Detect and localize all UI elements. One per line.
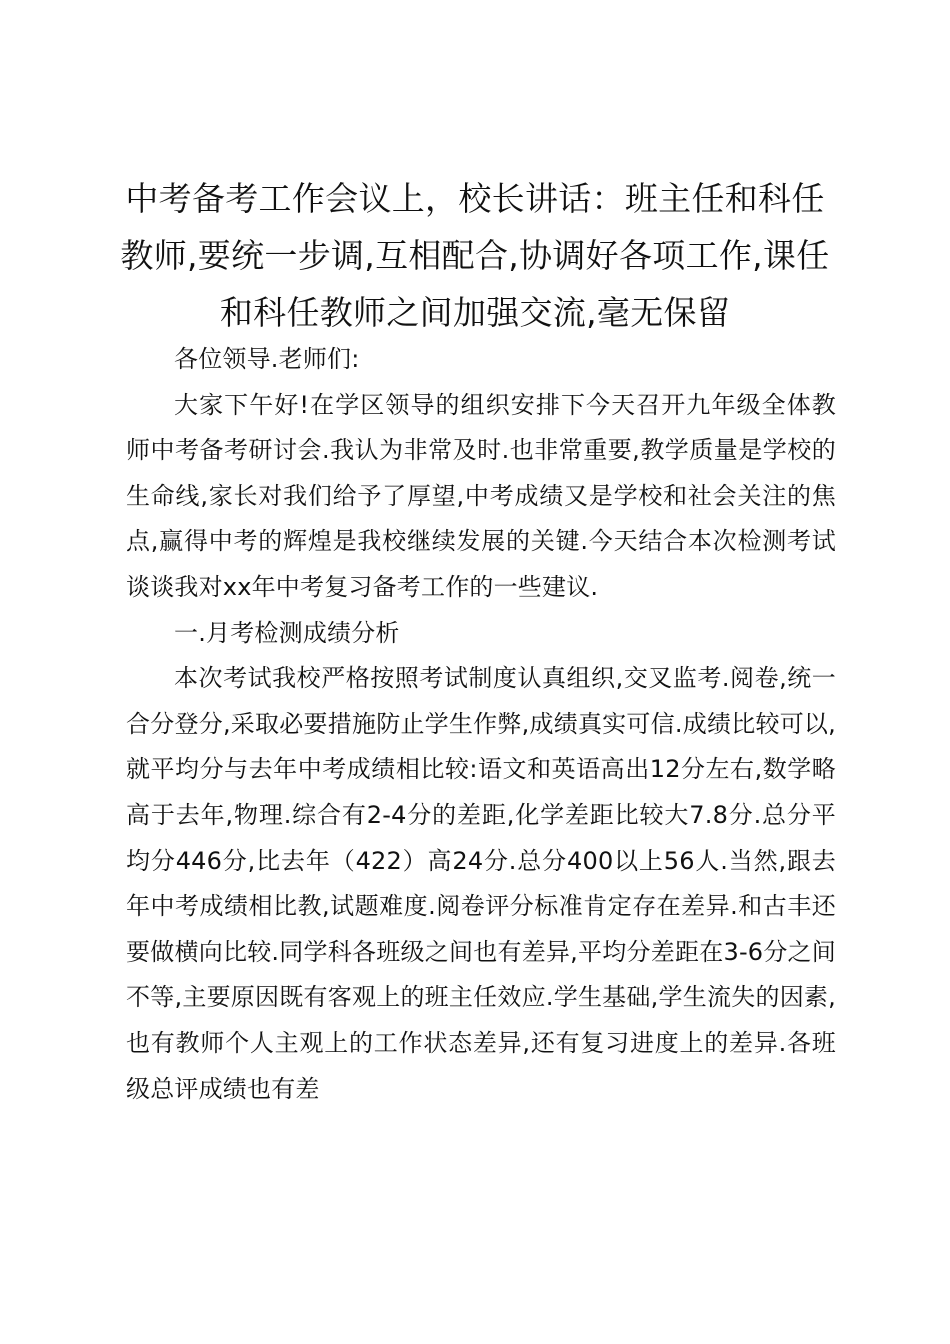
analysis-paragraph: 本次考试我校严格按照考试制度认真组织,交叉监考.阅卷,统一合分登分,采取必要措施防止学生作弊,成绩真实可信.成绩比较可以,就平均分与去年中考成绩相比较:语文和英语高出12分左右,数学略高于去年,物理.综合有2-4分的差距,化学差距比较大7.8分.总分平均分446分,比去年（422）高24分.总分400以上56人.当然,跟去年中考成绩相比教,试题难度.阅卷评分标准肯定存在差异.和古丰还要做横向比较.同学科各班级之间也有差异,平均分差距在3-6分之间不等,主要原因既有客观上的班主任效应.学生基础,学生流失的因素,也有教师个人主观上的工作状态差异,还有复习进度上的差异.各班级总评成绩也有差 <box>126 664 836 1103</box>
opening-paragraph: 大家下午好!在学区领导的组织安排下今天召开九年级全体教师中考备考研讨会.我认为非常及时.也非常重要,教学质量是学校的生命线,家长对我们给予了厚望,中考成绩又是学校和社会关注的焦点,赢得中考的辉煌是我校继续发展的关键.今天结合本次检测考试谈谈我对xx年中考复习备考工作的一些建议. <box>126 390 836 601</box>
document-title: 中考备考工作会议上，校长讲话：班主任和科任教师,要统一步调,互相配合,协调好各项工作,课任和科任教师之间加强交流,毫无保留 <box>120 179 830 332</box>
section-heading: 一.月考检测成绩分析 <box>174 618 400 647</box>
salutation: 各位领导.老师们: <box>174 345 360 373</box>
document-body <box>126 337 836 1112</box>
